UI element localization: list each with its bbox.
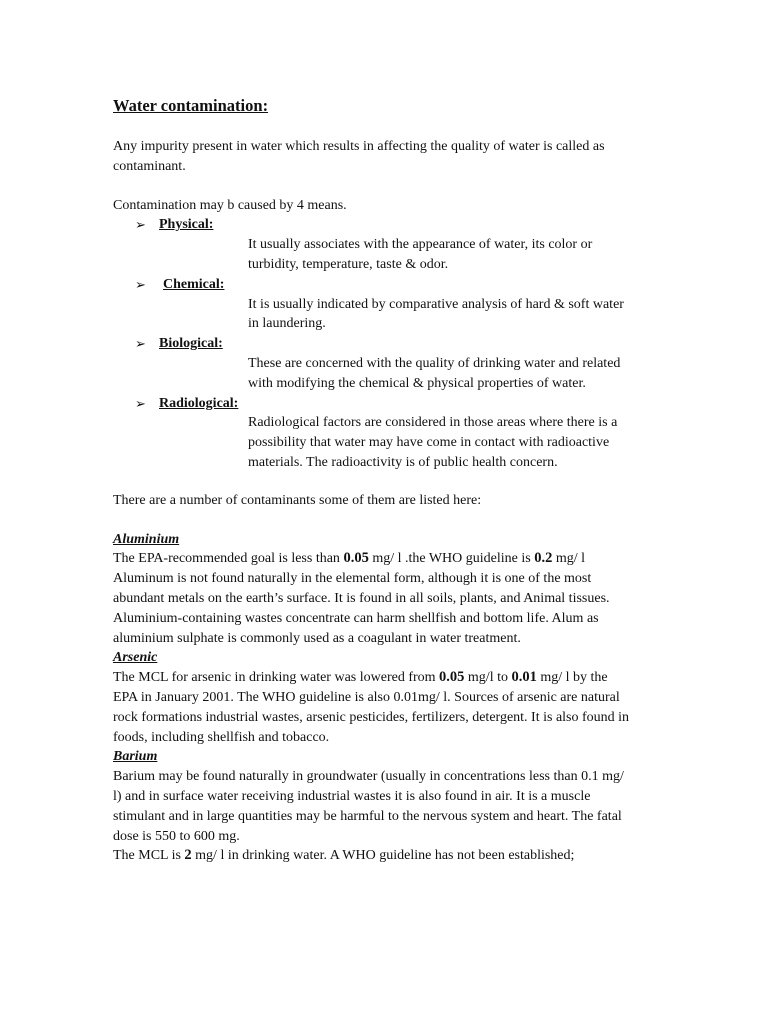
means-intro: Contamination may b caused by 4 means. [113,197,347,213]
section-arsenic [113,648,633,747]
means-text: It usually associates with the appearance of water, its color or turbidity, temperature, taste & odor. [248,237,593,272]
section-paragraph: The MCL is 2 mg/ l in drinking water. A WHO guideline has not been established; [113,847,575,864]
section-aluminium [113,530,633,649]
arrow-bullet-icon: ➢ [135,336,146,352]
arrow-bullet-icon: ➢ [135,276,146,292]
page-title: Water contamination: [113,96,269,115]
document-page [113,96,633,866]
means-label: Physical: [159,217,214,233]
arrow-bullet-icon: ➢ [135,395,146,411]
means-text: It is usually indicated by comparative analysis of hard & soft water in laundering. [248,296,624,332]
means-item-physical [135,215,633,274]
section-heading: Barium [113,749,158,765]
means-text: These are concerned with the quality of drinking water and related with modifying the chemical & physical properties of water. [248,355,621,391]
means-label: Radiological: [159,395,239,411]
section-paragraph: The EPA-recommended goal is less than 0.05 mg/ l .the WHO guideline is 0.2 mg/ l Aluminum is not found naturally in the elemental form, although it is one of the most abundant metals on the earth’s surface. It is found in all soils, plants, and Animal tissues. Aluminium-containing wastes concentrate can harm shellfish and bottom life. Alum as aluminium sulphate is commonly used as a coagulant in water treatment. [113,550,610,646]
section-heading: Aluminium [113,531,180,547]
means-label: Biological: [159,336,223,352]
section-barium [113,747,633,866]
means-item-chemical [135,275,633,334]
arrow-bullet-icon: ➢ [135,217,146,233]
means-text: Radiological factors are considered in those areas where there is a possibility that water may have come in contact with radioactive materials. The radioactivity is of public health concern. [248,415,618,470]
section-heading: Arsenic [113,650,158,666]
list-intro: There are a number of contaminants some of them are listed here: [113,492,482,508]
means-item-biological [135,334,633,393]
means-item-radiological [135,394,633,473]
section-paragraph: Barium may be found naturally in groundwater (usually in concentrations less than 0.1 mg/ l) and in surface water receiving industrial wastes it is also found in air. It is a muscle stimulant and in large quantities may be harmful to the nervous system and heart. The fatal dose is 550 to 600 mg. [113,769,624,844]
section-paragraph: The MCL for arsenic in drinking water was lowered from 0.05 mg/l to 0.01 mg/ l by the EPA in January 2001. The WHO guideline is also 0.01mg/ l. Sources of arsenic are natural rock formations industrial wastes, arsenic pesticides, fertilizers, detergent. It is also found in foods, including shellfish and tobacco. [113,669,630,745]
means-label: Chemical: [163,276,225,292]
intro-paragraph: Any impurity present in water which results in affecting the quality of water is called as contaminant. [113,139,605,174]
